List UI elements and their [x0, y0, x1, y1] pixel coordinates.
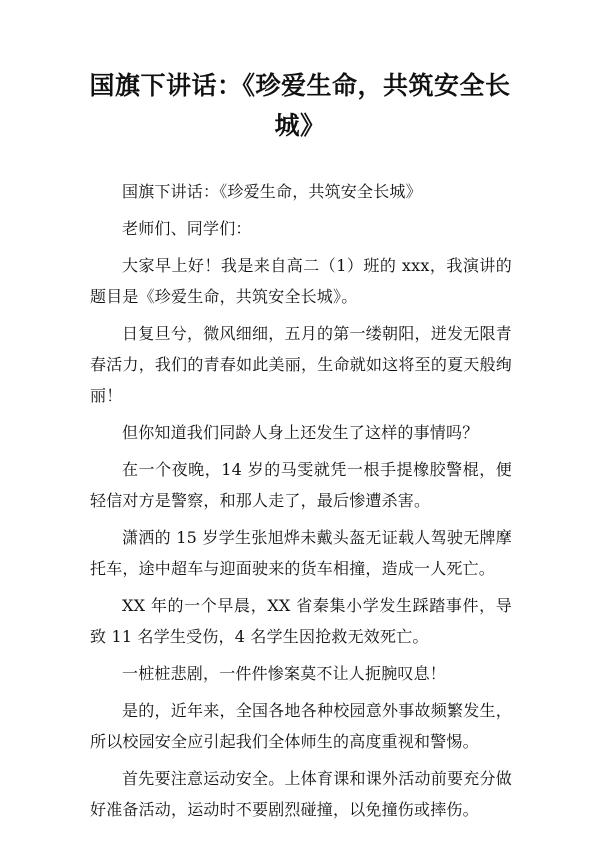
- document-title: 国旗下讲话：《珍爱生命，共筑安全长城》: [89, 71, 511, 140]
- paragraph-morning: 日复旦兮，微风细细，五月的第一缕朝阳，迸发无限青春活力，我们的青春如此美丽，生命就如这将至的夏天般绚丽！: [90, 324, 512, 405]
- paragraph-question: 但你知道我们同龄人身上还发生了这样的事情吗？: [122, 423, 479, 442]
- paragraph-campus-safety: 是的，近年来，全国各地各种校园意外事故频繁发生，所以校园安全应引起我们全体师生的高度重视和警惕。: [90, 701, 512, 751]
- paragraph-case-three: XX 年的一个早晨，XX 省秦集小学发生踩踏事件，导致 11 名学生受伤，4 名学生因抢救无效死亡。: [90, 596, 512, 646]
- document-body: [90, 176, 512, 831]
- paragraph-salutation: 老师们、同学们：: [122, 219, 252, 238]
- paragraph-subtitle: 国旗下讲话：《珍爱生命，共筑安全长城》: [122, 182, 422, 201]
- paragraph-sports-safety: 首先要注意运动安全。上体育课和课外活动前要充分做好准备活动，运动时不要剧烈碰撞，以免撞伤或摔伤。: [90, 769, 512, 819]
- paragraph-case-one: 在一个夜晚，14 岁的马雯就凭一根手提橡胶警棍，便轻信对方是警察，和那人走了，最后惨遭杀害。: [90, 460, 512, 510]
- paragraph-case-two: 潇洒的 15 岁学生张旭烨未戴头盔无证载人驾驶无牌摩托车，途中超车与迎面驶来的货车相撞，造成一人死亡。: [90, 528, 512, 578]
- paragraph-tragedy: 一桩桩悲剧，一件件惨案莫不让人扼腕叹息！: [122, 664, 447, 683]
- paragraph-introduction: 大家早上好！我是来自高二（1）班的 xxx，我演讲的题目是《珍爱生命，共筑安全长城》。: [90, 256, 512, 306]
